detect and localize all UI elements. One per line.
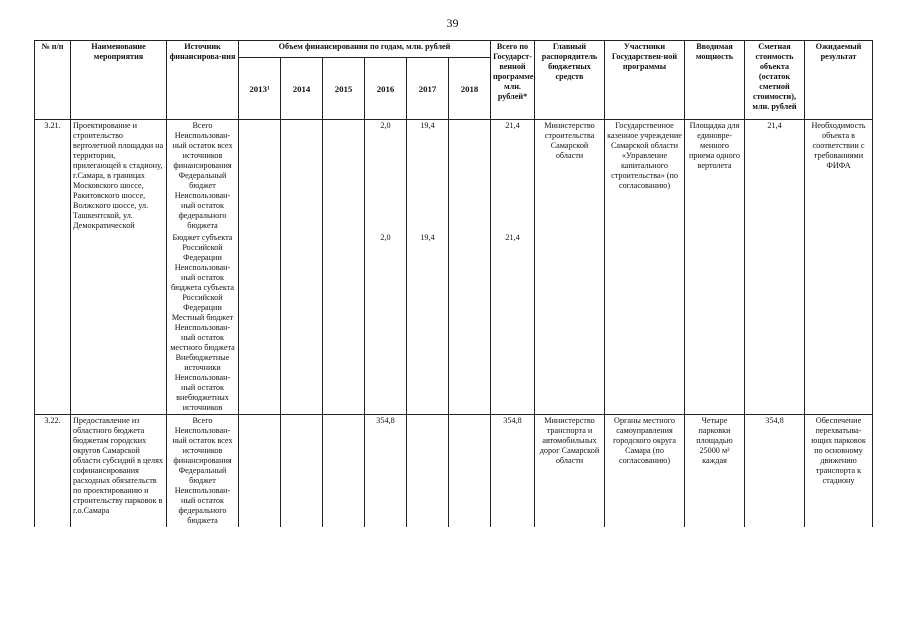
row-num: 3.22.	[35, 415, 71, 528]
cell-2016: 2,0	[365, 232, 407, 415]
cell-capacity: Площадка для единовре-менного приема одного вертолета	[685, 120, 745, 233]
table-row	[35, 415, 873, 528]
cell-result: Необходимость объекта в соответствии с требованиями ФИФА	[805, 120, 873, 233]
source-item: Неиспользован-ный остаток федерального бюджета	[174, 191, 231, 230]
row-name: Предоставление из областного бюджета бюджетам городских округов Самарской области субсидий в целях софинансирования расходных обязательств по проектированию и строительству парковок в г.о.Самара	[71, 415, 167, 528]
cell-total: 21,4	[491, 120, 535, 233]
source-item: Федеральный бюджет	[178, 466, 227, 485]
cell-2018	[449, 232, 491, 415]
header-capacity: Вводимая мощность	[685, 41, 745, 120]
financing-table	[34, 40, 873, 527]
source-item: Неиспользован-ный остаток всех источников финансирования	[172, 426, 233, 465]
cell-2015	[323, 232, 365, 415]
header-year-2018: 2018	[449, 58, 491, 120]
table-row	[35, 120, 873, 233]
source-item: Всего	[192, 121, 213, 130]
header-volume: Объем финансирования по годам, млн. рублей	[239, 41, 491, 58]
source-item: Неиспользован-ный остаток бюджета субъекта Российской Федерации	[170, 263, 235, 312]
header-total: Всего по Государст-венной программе, млн. рублей*	[491, 41, 535, 120]
header-year-2014: 2014	[281, 58, 323, 120]
row-name: Проектирование и строительство вертолетной площадки на территории, прилегающей к стадиону, г.Самара, в границах Московского шоссе, Ракитовского шоссе, Волжского шоссе, ул. Ташкентской, ул. Демократической	[71, 120, 167, 233]
cell-2017	[407, 415, 449, 528]
cell-2016: 2,0	[365, 120, 407, 233]
cell-manager	[535, 232, 605, 415]
header-year-2017: 2017	[407, 58, 449, 120]
header-participants: Участники Государствен-ной программы	[605, 41, 685, 120]
header-result: Ожидаемый результат	[805, 41, 873, 120]
cell-2013	[239, 232, 281, 415]
cell-estimate	[745, 232, 805, 415]
cell-2013	[239, 415, 281, 528]
page-number: 39	[446, 16, 459, 30]
cell-2017: 19,4	[407, 232, 449, 415]
source-item: Федеральный бюджет	[178, 171, 227, 190]
table-row	[35, 232, 873, 415]
source-item: Внебюджетные источники	[175, 353, 230, 372]
row-num: 3.21.	[35, 120, 71, 233]
header-source: Источник финансирова-ния	[167, 41, 239, 120]
source-item: Неиспользован-ный остаток местного бюджета	[170, 323, 235, 352]
cell-capacity	[685, 232, 745, 415]
header-manager: Главный распорядитель бюджетных средств	[535, 41, 605, 120]
source-item: Неиспользован-ный остаток внебюджетных источников	[174, 373, 231, 412]
cell-2014	[281, 415, 323, 528]
row-num	[35, 232, 71, 415]
cell-2013	[239, 120, 281, 233]
header-year-2013: 2013¹	[239, 58, 281, 120]
row-sources	[167, 120, 239, 233]
header-num: № п/п	[35, 41, 71, 120]
cell-result	[805, 232, 873, 415]
cell-2015	[323, 415, 365, 528]
cell-2016: 354,8	[365, 415, 407, 528]
cell-capacity: Четыре парковки площадью 25000 м² каждая	[685, 415, 745, 528]
header-year-2015: 2015	[323, 58, 365, 120]
header-name: Наименование мероприятия	[71, 41, 167, 120]
row-sources	[167, 232, 239, 415]
cell-2018	[449, 415, 491, 528]
cell-total: 21,4	[491, 232, 535, 415]
source-item: Неиспользован-ный остаток всех источников финансирования	[172, 131, 233, 170]
row-name	[71, 232, 167, 415]
cell-manager: Министерство строительства Самарской области	[535, 120, 605, 233]
cell-2014	[281, 120, 323, 233]
cell-participants	[605, 232, 685, 415]
source-item: Всего	[192, 416, 213, 425]
cell-estimate: 354,8	[745, 415, 805, 528]
cell-2018	[449, 120, 491, 233]
source-item: Местный бюджет	[171, 313, 234, 322]
cell-result: Обеспечение перехватыва-ющих парковок по основному движению транспорта к стадиону	[805, 415, 873, 528]
cell-2015	[323, 120, 365, 233]
cell-participants: Государственное казенное учреждение Самарской области «Управление капитального строительства» (по согласованию)	[605, 120, 685, 233]
row-sources	[167, 415, 239, 528]
header-estimate: Сметная стоимость объекта (остаток сметной стоимости), млн. рублей	[745, 41, 805, 120]
cell-2014	[281, 232, 323, 415]
cell-participants: Органы местного самоуправления городского округа Самара (по согласованию)	[605, 415, 685, 528]
header-year-2016: 2016	[365, 58, 407, 120]
cell-total: 354,8	[491, 415, 535, 528]
source-item: Неиспользован-ный остаток федерального бюджета	[174, 486, 231, 525]
cell-estimate: 21,4	[745, 120, 805, 233]
source-item: Бюджет субъекта Российской Федерации	[172, 233, 233, 262]
cell-2017: 19,4	[407, 120, 449, 233]
cell-manager: Министерство транспорта и автомобильных дорог Самарской области	[535, 415, 605, 528]
